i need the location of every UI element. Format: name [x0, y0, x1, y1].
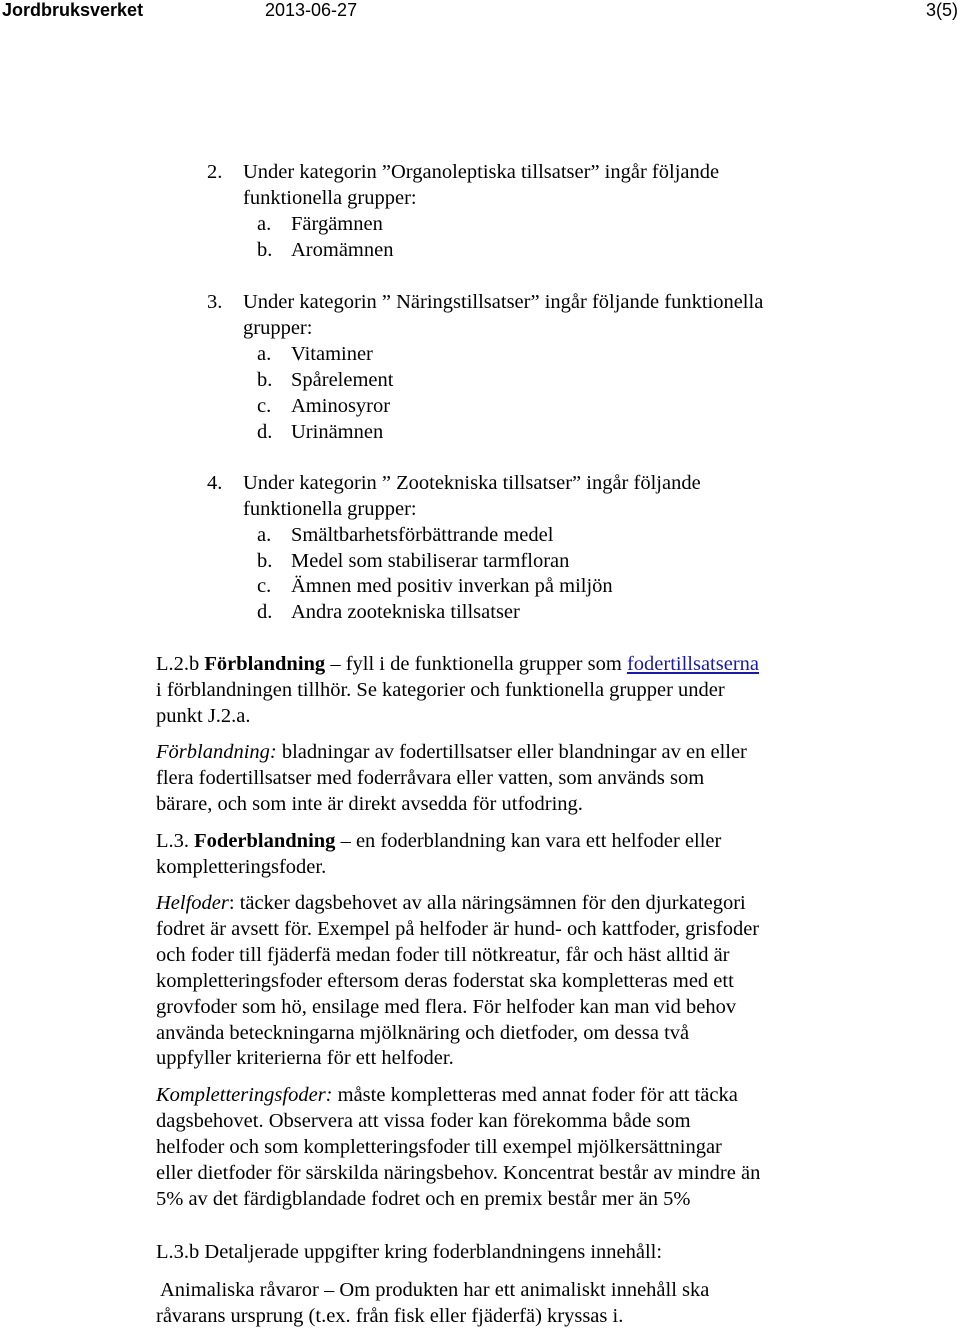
section-l3b-heading: L.3.b Detaljerade uppgifter kring foderblandningens innehåll: — [156, 1241, 663, 1263]
section-l3-line1 — [156, 828, 721, 854]
definition-line: uppfyller kriterierna för ett helfoder. — [156, 1047, 454, 1069]
sub-item-text: Färgämnen — [291, 213, 383, 235]
sub-item-text: Aminosyror — [291, 395, 391, 417]
definition-line: kompletteringsfoder eftersom deras foderstat ska kompletteras med ett — [156, 970, 734, 992]
sub-item-text: Spårelement — [291, 369, 394, 391]
definition-term: Förblandning: — [156, 741, 277, 763]
list-text-line: grupper: — [243, 317, 313, 339]
animal-text-line: råvarans ursprung (t.ex. från fisk eller fjäderfä) kryssas i. — [156, 1305, 624, 1327]
list-text-line: Under kategorin ”Organoleptiska tillsatser” ingår följande — [243, 161, 720, 183]
sub-item-mark: d. — [257, 601, 273, 623]
sub-item-text: Aromämnen — [291, 239, 394, 261]
sub-item-mark: a. — [257, 343, 272, 365]
definition-text: bladningar av fodertillsatser eller blandningar av en eller — [276, 741, 747, 763]
list-text-line: funktionella grupper: — [243, 498, 417, 520]
definition-line: helfoder och som kompletteringsfoder till exempel mjölkersättningar — [156, 1136, 722, 1158]
sub-item-text: Andra zootekniska tillsatser — [291, 601, 520, 623]
sub-item-text: Vitaminer — [291, 343, 373, 365]
section-text: – en foderblandning kan vara ett helfoder eller — [335, 830, 722, 852]
section-prefix: L.3. — [156, 830, 195, 852]
sub-item-mark: b. — [257, 369, 273, 391]
list-number: 3. — [207, 291, 223, 313]
definition-line: och foder till fjäderfä medan foder till nötkreatur, får och häst alltid är — [156, 944, 730, 966]
definition-line: fodret är avsett för. Exempel på helfoder är hund- och kattfoder, grisfoder — [156, 918, 760, 940]
list-text-line: Under kategorin ” Zootekniska tillsatser” ingår följande — [243, 472, 701, 494]
sub-item-mark: b. — [257, 550, 273, 572]
list-text-line: Under kategorin ” Näringstillsatser” ingår följande funktionella — [243, 291, 764, 313]
section-term: Förblandning — [204, 653, 326, 675]
section-text-line: i förblandningen tillhör. Se kategorier och funktionella grupper under — [156, 679, 725, 701]
sub-item-mark: a. — [257, 213, 272, 235]
definition-text: måste kompletteras med annat foder för att täcka — [332, 1084, 738, 1106]
definition-line: grovfoder som hö, ensilage med flera. För helfoder kan man vid behov — [156, 996, 737, 1018]
sub-item-text: Smältbarhetsförbättrande medel — [291, 524, 554, 546]
sub-item-mark: c. — [257, 395, 272, 417]
definition-line — [156, 739, 747, 765]
sub-item-text: Medel som stabiliserar tarmfloran — [291, 550, 570, 572]
sub-item-text: Urinämnen — [291, 421, 384, 443]
section-l2b-line1 — [156, 651, 759, 677]
sub-item-mark: a. — [257, 524, 272, 546]
header-page-number: 3(5) — [925, 0, 958, 20]
header-date: 2013-06-27 — [265, 0, 358, 20]
definition-text: : täcker dagsbehovet av alla näringsämnen för den djurkategori — [228, 892, 746, 914]
definition-line: bärare, och som inte är direkt avsedda för utfodring. — [156, 793, 583, 815]
fodertillsatserna-link[interactable]: fodertillsatserna — [626, 653, 759, 675]
definition-line — [156, 1082, 738, 1108]
list-number: 4. — [207, 472, 223, 494]
sub-item-mark: c. — [257, 575, 272, 597]
section-text-line: kompletteringsfoder. — [156, 856, 327, 878]
animal-text-line: Animaliska råvaror – Om produkten har ett animaliskt innehåll ska — [160, 1279, 710, 1301]
section-term: Foderblandning — [194, 830, 336, 852]
header-organization: Jordbruksverket — [2, 0, 144, 20]
section-prefix: L.2.b — [156, 653, 205, 675]
list-number: 2. — [207, 161, 223, 183]
definition-line: dagsbehovet. Observera att vissa foder kan förekomma både som — [156, 1110, 691, 1132]
sub-item-mark: d. — [257, 421, 273, 443]
list-text-line: funktionella grupper: — [243, 187, 417, 209]
definition-term: Helfoder — [156, 892, 229, 914]
section-text: – fyll i de funktionella grupper som — [325, 653, 627, 675]
section-text-line: punkt J.2.a. — [156, 705, 251, 727]
definition-line: 5% av det färdigblandade fodret och en premix består mer än 5% — [156, 1188, 691, 1210]
definition-line: eller dietfoder för särskilda näringsbehov. Koncentrat består av mindre än — [156, 1162, 761, 1184]
definition-line: använda beteckningarna mjölknäring och dietfoder, om dessa två — [156, 1022, 690, 1044]
sub-item-mark: b. — [257, 239, 273, 261]
definition-term: Kompletteringsfoder: — [156, 1084, 333, 1106]
definition-line — [156, 890, 746, 916]
definition-line: flera fodertillsatser med foderråvara eller vatten, som används som — [156, 767, 705, 789]
sub-item-text: Ämnen med positiv inverkan på miljön — [291, 575, 613, 597]
